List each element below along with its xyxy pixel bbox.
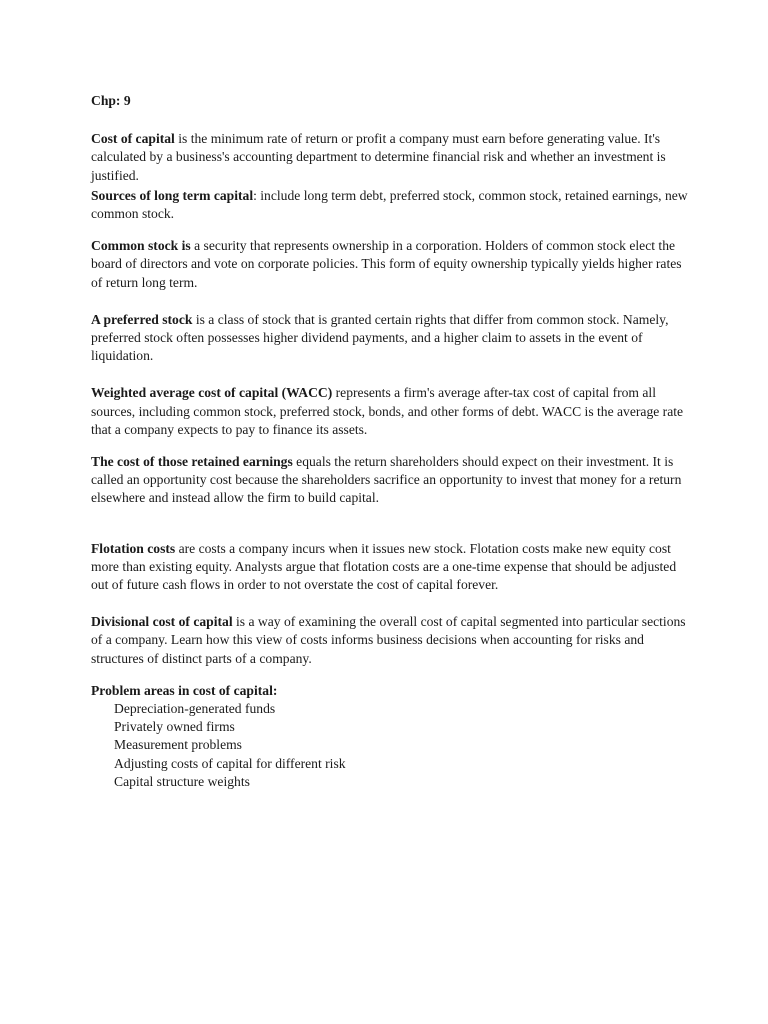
- term-cost-of-capital: Cost of capital: [91, 131, 175, 147]
- chapter-heading: Chp: 9: [91, 93, 131, 108]
- paragraph-divisional-cost-of-capital: [91, 613, 691, 668]
- list-item: Depreciation-generated funds: [114, 701, 276, 717]
- paragraph-preferred-stock: [91, 311, 691, 366]
- term-preferred-stock: A preferred stock: [91, 311, 193, 327]
- term-retained-earnings: The cost of those retained earnings: [91, 454, 293, 470]
- paragraph-sources-of-long-term-capital: [91, 187, 691, 223]
- problem-areas-title: Problem areas in cost of capital:: [91, 682, 278, 698]
- paragraph-cost-of-capital: [91, 130, 691, 185]
- definition-sources-of-long-term-capital: : include long term debt, preferred stock, common stock, retained earnings, new common stock.: [91, 187, 688, 222]
- paragraph-common-stock: [91, 237, 691, 292]
- list-item: Adjusting costs of capital for different risk: [114, 755, 346, 771]
- list-item: Capital structure weights: [114, 773, 250, 789]
- paragraph-flotation-costs: [91, 540, 691, 595]
- definition-common-stock: a security that represents ownership in a corporation. Holders of common stock elect the board of directors and vote on corporate policies. This form of equity ownership typically yields higher rates of return long term.: [91, 238, 682, 290]
- definition-wacc: represents a firm's average after-tax cost of capital from all sources, including common stock, preferred stock, bonds, and other forms of debt. WACC is the average rate that a company expects to pay to finance its assets.: [91, 385, 684, 437]
- definition-preferred-stock: is a class of stock that is granted certain rights that differ from common stock. Namely, preferred stock often possesses higher dividend payments, and a higher claim to assets in the event of liquidation.: [91, 311, 669, 364]
- document-page: [91, 92, 691, 791]
- list-item: Measurement problems: [114, 737, 242, 753]
- term-sources-of-long-term-capital: Sources of long term capital: [91, 187, 254, 203]
- term-wacc: Weighted average cost of capital (WACC): [91, 385, 333, 401]
- definition-divisional-cost-of-capital: is a way of examining the overall cost of capital segmented into particular sections of a company. Learn how this view of costs informs business decisions when accounting for risks and structures of distinct parts of a company.: [91, 614, 686, 666]
- paragraph-wacc: [91, 384, 691, 439]
- term-common-stock: Common stock is: [91, 238, 191, 254]
- term-flotation-costs: Flotation costs: [91, 540, 176, 556]
- list-item: Privately owned firms: [114, 719, 235, 735]
- problem-areas-list: [91, 700, 691, 791]
- definition-retained-earnings: equals the return shareholders should expect on their investment. It is called an opportunity cost because the shareholders sacrifice an opportunity to invest that money for a return elsewhere and instead allow the firm to build capital.: [91, 454, 682, 506]
- definition-cost-of-capital: is the minimum rate of return or profit a company must earn before generating value. It's calculated by a business's accounting department to determine financial risk and whether an investment is justified.: [91, 131, 666, 183]
- term-divisional-cost-of-capital: Divisional cost of capital: [91, 614, 233, 630]
- paragraph-retained-earnings: [91, 453, 691, 508]
- definition-flotation-costs: are costs a company incurs when it issues new stock. Flotation costs make new equity cost more than existing equity. Analysts argue that flotation costs are a one-time expense that should be adjusted out of future cash flows in order to not overstate the cost of capital forever.: [91, 540, 677, 593]
